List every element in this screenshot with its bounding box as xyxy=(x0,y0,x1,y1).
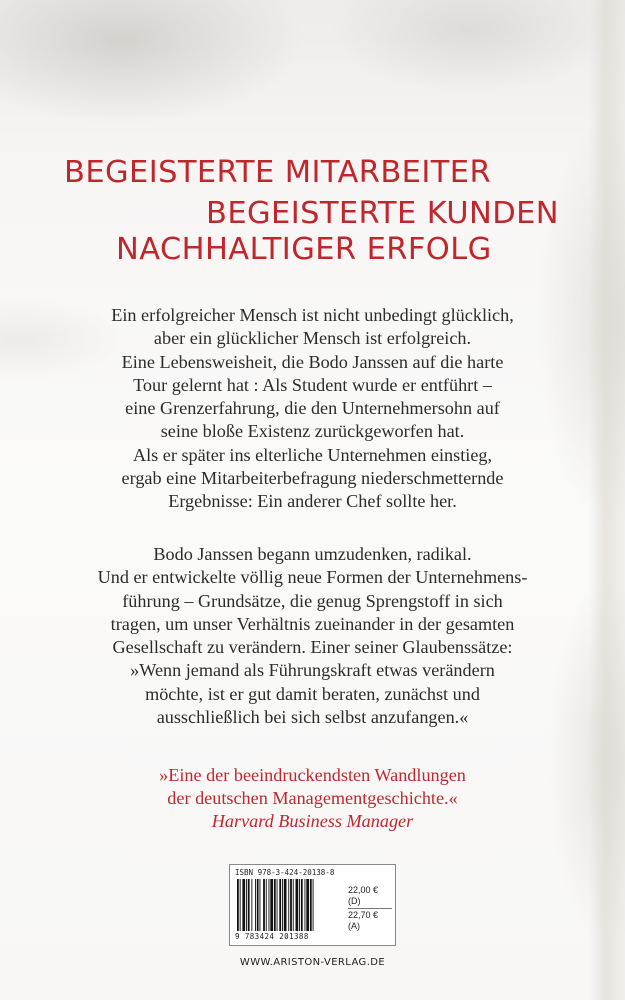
barcode-digits: 9 783424 201388 xyxy=(235,932,309,941)
blurb-line: seine bloße Existenz zurückgeworfen hat. xyxy=(160,421,465,442)
isbn-number: ISBN 978-3-424-20138-8 xyxy=(235,868,335,877)
blurb-line: ergab eine Mitarbeiterbefragung niederschmetternde xyxy=(121,468,504,489)
headline-line-1: BEGEISTERTE MITARBEITER xyxy=(64,155,492,190)
blurb-line: Gesellschaft zu verändern. Einer seiner Glaubenssätze: xyxy=(112,637,513,658)
blurb-paragraph-1 xyxy=(60,304,565,514)
blurb-line: Tour gelernt hat : Als Student wurde er entführt – xyxy=(133,374,492,395)
price-austria: 22,70 € (A) xyxy=(348,908,392,933)
blurb-line: möchte, ist er gut damit beraten, zunächst und xyxy=(145,683,480,704)
quote-line: »Eine der beeindruckendsten Wandlungen xyxy=(159,765,466,785)
quote-line: der deutschen Managementgeschichte.« xyxy=(167,788,458,808)
price-germany: 22,00 € (D) xyxy=(348,885,379,906)
barcode-bars xyxy=(235,879,343,931)
blurb-line: Und er entwickelte völlig neue Formen der Unternehmens- xyxy=(97,567,528,588)
blurb-line: Ergebnisse: Ein anderer Chef sollte her. xyxy=(168,491,457,512)
blurb-line: aber ein glücklicher Mensch ist erfolgreich. xyxy=(153,328,472,349)
press-quote xyxy=(60,764,565,833)
price-list xyxy=(348,885,392,933)
blurb-line: ausschließlich bei sich selbst anzufangen.« xyxy=(156,707,469,728)
publisher-website: WWW.ARISTON-VERLAG.DE xyxy=(239,957,386,968)
headline-line-3: NACHHALTIGER ERFOLG xyxy=(116,232,492,267)
blurb-line: Bodo Janssen begann umzudenken, radikal. xyxy=(153,544,472,564)
blurb-line: führung – Grundsätze, die genug Sprengstoff in sich xyxy=(122,590,503,611)
blurb-line: Ein erfolgreicher Mensch ist nicht unbedingt glücklich, xyxy=(111,305,514,325)
blurb-line: tragen, um unser Verhältnis zueinander in der gesamten xyxy=(110,613,515,634)
blurb-line: Als er später ins elterliche Unternehmen einstieg, xyxy=(132,444,493,465)
blurb-line: eine Grenzerfahrung, die den Unternehmersohn auf xyxy=(125,398,500,419)
blurb-paragraph-2 xyxy=(60,543,565,729)
blurb-line: »Wenn jemand als Führungskraft etwas verändern xyxy=(130,660,495,681)
quote-source: Harvard Business Manager xyxy=(211,811,414,831)
cover-edge-shadow xyxy=(589,0,625,1000)
barcode-label xyxy=(229,864,396,946)
blurb-line: Eine Lebensweisheit, die Bodo Janssen auf die harte xyxy=(121,351,504,372)
headline-line-2: BEGEISTERTE KUNDEN xyxy=(206,196,560,231)
